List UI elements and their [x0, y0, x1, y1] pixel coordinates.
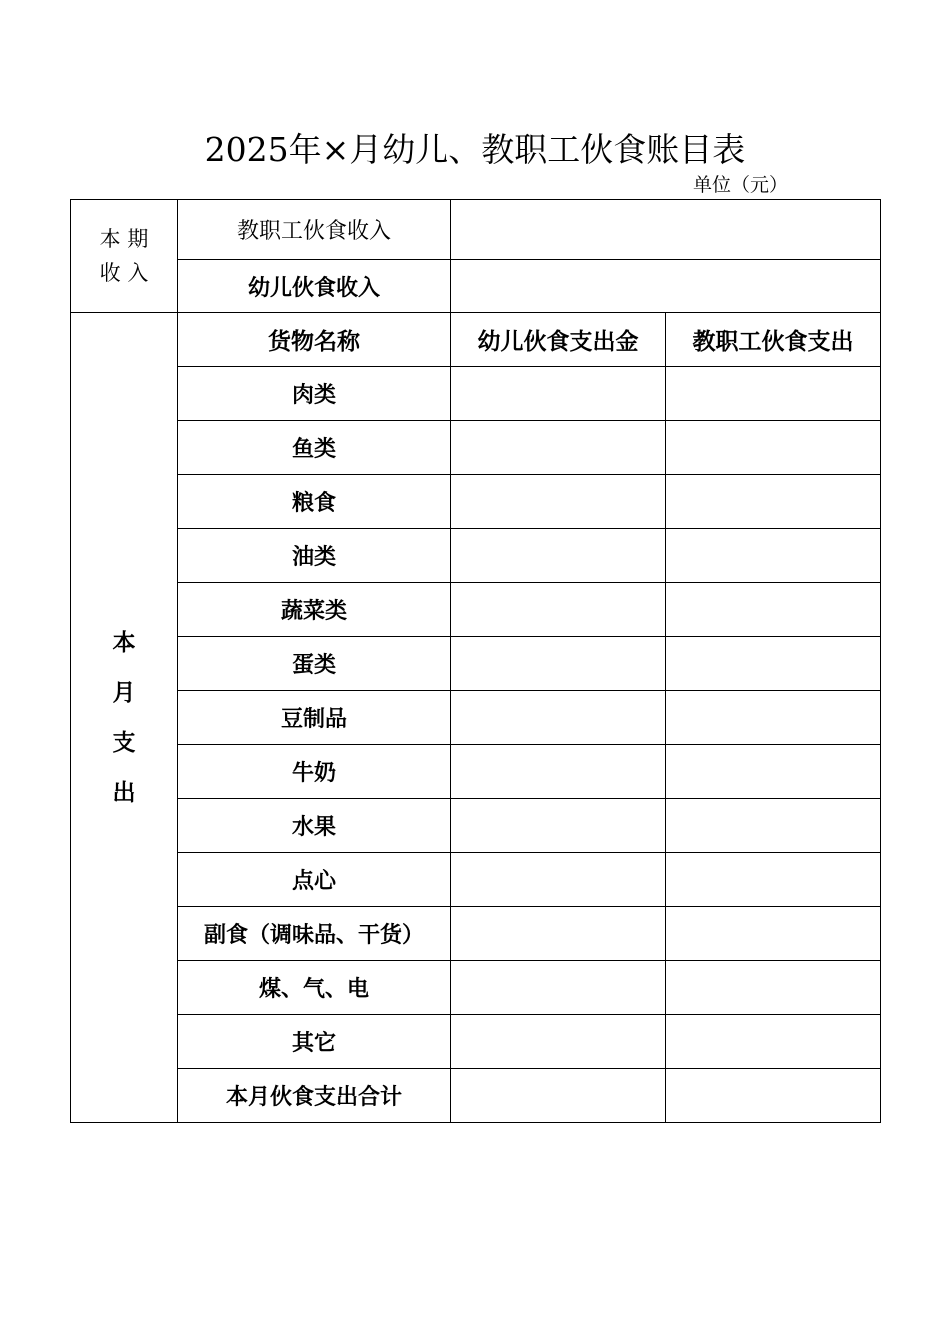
staff-expense-cell[interactable] [666, 745, 881, 799]
ledger-table [70, 199, 881, 1123]
item-label: 煤、气、电 [178, 961, 451, 1015]
child-expense-cell[interactable] [451, 421, 666, 475]
income-label-line2: 收 入 [99, 261, 149, 285]
income-label-line1: 本 期 [99, 227, 149, 251]
table-row [71, 367, 881, 421]
header-item-name: 货物名称 [178, 313, 451, 367]
table-row [71, 799, 881, 853]
staff-expense-cell[interactable] [666, 691, 881, 745]
item-label: 豆制品 [178, 691, 451, 745]
expense-section-label [71, 313, 178, 1123]
table-row [71, 853, 881, 907]
item-label: 其它 [178, 1015, 451, 1069]
total-label: 本月伙食支出合计 [178, 1069, 451, 1123]
child-expense-cell[interactable] [451, 367, 666, 421]
table-row [71, 907, 881, 961]
unit-label: 单位（元） [693, 174, 789, 196]
staff-expense-total[interactable] [666, 1069, 881, 1123]
expense-label-char: 出 [112, 779, 136, 806]
table-row [71, 961, 881, 1015]
child-expense-cell[interactable] [451, 799, 666, 853]
child-expense-cell[interactable] [451, 907, 666, 961]
expense-label-char: 本 [112, 629, 136, 656]
document-title: 2025年×月幼儿、教职工伙食账目表 [204, 130, 746, 169]
expense-label-char: 支 [112, 729, 136, 756]
staff-expense-cell[interactable] [666, 529, 881, 583]
item-label: 蛋类 [178, 637, 451, 691]
expense-header-row [71, 313, 881, 367]
income-row [71, 260, 881, 313]
child-expense-cell[interactable] [451, 637, 666, 691]
table-row [71, 691, 881, 745]
staff-expense-cell[interactable] [666, 637, 881, 691]
table-row [71, 583, 881, 637]
income-staff-label: 教职工伙食收入 [178, 200, 451, 260]
staff-expense-cell[interactable] [666, 1015, 881, 1069]
item-label: 肉类 [178, 367, 451, 421]
table-row [71, 421, 881, 475]
table-row [71, 475, 881, 529]
staff-expense-cell[interactable] [666, 907, 881, 961]
income-staff-value[interactable] [451, 200, 881, 260]
item-label: 油类 [178, 529, 451, 583]
child-expense-cell[interactable] [451, 1015, 666, 1069]
header-child-expense: 幼儿伙食支出金 [451, 313, 666, 367]
table-row [71, 529, 881, 583]
item-label: 水果 [178, 799, 451, 853]
item-label: 牛奶 [178, 745, 451, 799]
income-section-label [71, 200, 178, 313]
income-child-label: 幼儿伙食收入 [178, 260, 451, 313]
child-expense-cell[interactable] [451, 475, 666, 529]
header-staff-expense: 教职工伙食支出 [666, 313, 881, 367]
item-label: 副食（调味品、干货） [178, 907, 451, 961]
child-expense-cell[interactable] [451, 961, 666, 1015]
income-row [71, 200, 881, 260]
item-label: 粮食 [178, 475, 451, 529]
child-expense-cell[interactable] [451, 853, 666, 907]
staff-expense-cell[interactable] [666, 583, 881, 637]
child-expense-cell[interactable] [451, 529, 666, 583]
child-expense-cell[interactable] [451, 745, 666, 799]
staff-expense-cell[interactable] [666, 421, 881, 475]
staff-expense-cell[interactable] [666, 799, 881, 853]
staff-expense-cell[interactable] [666, 367, 881, 421]
table-row [71, 637, 881, 691]
income-child-value[interactable] [451, 260, 881, 313]
item-label: 鱼类 [178, 421, 451, 475]
staff-expense-cell[interactable] [666, 961, 881, 1015]
item-label: 蔬菜类 [178, 583, 451, 637]
child-expense-cell[interactable] [451, 583, 666, 637]
child-expense-total[interactable] [451, 1069, 666, 1123]
child-expense-cell[interactable] [451, 691, 666, 745]
expense-label-char: 月 [112, 679, 136, 706]
table-row [71, 1015, 881, 1069]
total-row [71, 1069, 881, 1123]
staff-expense-cell[interactable] [666, 475, 881, 529]
staff-expense-cell[interactable] [666, 853, 881, 907]
table-row [71, 745, 881, 799]
item-label: 点心 [178, 853, 451, 907]
